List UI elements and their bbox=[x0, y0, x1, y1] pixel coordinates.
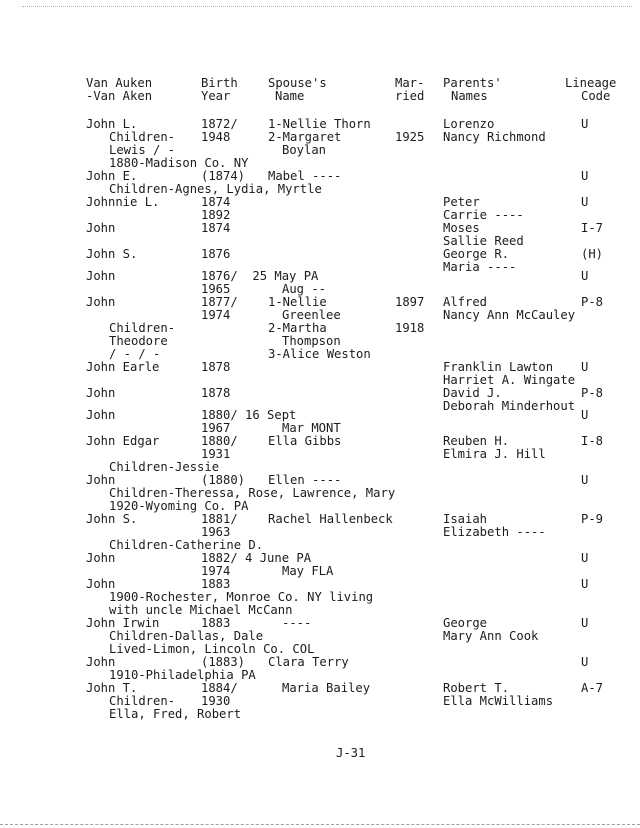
entry-name: Children- bbox=[109, 694, 176, 708]
header-name-line1: Van Auken bbox=[86, 76, 153, 90]
entry-parents: Reuben H. bbox=[443, 434, 510, 448]
page-number: J-31 bbox=[336, 746, 366, 760]
entry-name: Children-Catherine D. bbox=[109, 538, 264, 552]
entry-code: P-9 bbox=[581, 512, 604, 526]
entry-parents: Harriet A. Wingate bbox=[443, 373, 576, 387]
entry-name: Children-Theressa, Rose, Lawrence, Mary bbox=[109, 486, 396, 500]
entry-birth: 1948 bbox=[201, 130, 231, 144]
entry-parents: Elmira J. Hill bbox=[443, 447, 546, 461]
entry-birth: 1876/ 25 May PA bbox=[201, 269, 319, 283]
header-parents-line1: Parents' bbox=[443, 76, 502, 90]
entry-code: P-8 bbox=[581, 295, 604, 309]
entry-name: John bbox=[86, 295, 116, 309]
entry-name: Lewis / - bbox=[109, 143, 176, 157]
entry-code: U bbox=[581, 473, 589, 487]
entry-birth: 1872/ bbox=[201, 117, 238, 131]
entry-birth: 1931 bbox=[201, 447, 231, 461]
entry-line bbox=[0, 144, 640, 157]
entry-name: John S. bbox=[86, 512, 138, 526]
entry-birth: 1876 bbox=[201, 247, 231, 261]
entry-spouse: 1-Nellie bbox=[268, 295, 327, 309]
entry-parents: Franklin Lawton bbox=[443, 360, 554, 374]
entry-married: 1925 bbox=[395, 130, 425, 144]
entry-name: John T. bbox=[86, 681, 138, 695]
entry-line bbox=[0, 526, 640, 539]
entry-name: Children- bbox=[109, 130, 176, 144]
header-parents-line2: Names bbox=[451, 89, 488, 103]
header-birth-line2: Year bbox=[201, 89, 231, 103]
entry-name: Johnnie L. bbox=[86, 195, 160, 209]
entry-birth: 1878 bbox=[201, 386, 231, 400]
entry-line bbox=[0, 487, 640, 500]
entry-line bbox=[0, 695, 640, 708]
entry-spouse: 2-Martha bbox=[268, 321, 327, 335]
entry-parents: Ella McWilliams bbox=[443, 694, 554, 708]
entry-parents: Alfred bbox=[443, 295, 488, 309]
entry-birth: (1880) bbox=[201, 473, 246, 487]
header-name-line2: -Van Aken bbox=[86, 89, 153, 103]
entry-code: A-7 bbox=[581, 681, 604, 695]
entry-name: John bbox=[86, 473, 116, 487]
entry-birth: 1877/ bbox=[201, 295, 238, 309]
entry-birth: 1930 bbox=[201, 694, 231, 708]
entry-spouse: Ella Gibbs bbox=[268, 434, 342, 448]
entry-birth: 1974 bbox=[201, 308, 231, 322]
entry-birth: 1965 bbox=[201, 282, 231, 296]
entry-birth: 1883 bbox=[201, 616, 231, 630]
entry-spouse: Boylan bbox=[282, 143, 327, 157]
header-lineage-line2: Code bbox=[581, 89, 611, 103]
entry-line bbox=[0, 617, 640, 630]
entry-parents: Elizabeth ---- bbox=[443, 525, 546, 539]
entry-line bbox=[0, 656, 640, 669]
entry-birth: 1884/ bbox=[201, 681, 238, 695]
header-spouse-line1: Spouse's bbox=[268, 76, 327, 90]
entry-spouse: Clara Terry bbox=[268, 655, 349, 669]
entry-name: 1910-Philadelphia PA bbox=[109, 668, 256, 682]
scan-top-edge bbox=[22, 6, 632, 7]
entry-name: John bbox=[86, 269, 116, 283]
entry-parents: Carrie ---- bbox=[443, 208, 524, 222]
entry-line bbox=[0, 448, 640, 461]
entry-birth: (1874) bbox=[201, 169, 246, 183]
header-lineage-line1: Lineage bbox=[565, 76, 617, 90]
entry-birth: 1880/ 16 Sept bbox=[201, 408, 297, 422]
entry-line bbox=[0, 222, 640, 235]
header-spouse-line2: Name bbox=[275, 89, 305, 103]
entry-birth: 1967 bbox=[201, 421, 231, 435]
entry-birth: 1874 bbox=[201, 221, 231, 235]
entry-name: Theodore bbox=[109, 334, 168, 348]
entry-line bbox=[0, 591, 640, 604]
entry-parents: George R. bbox=[443, 247, 510, 261]
entry-name: John S. bbox=[86, 247, 138, 261]
entry-code: U bbox=[581, 577, 589, 591]
entry-name: Children- bbox=[109, 321, 176, 335]
entry-birth: 1892 bbox=[201, 208, 231, 222]
entry-birth: 1974 bbox=[201, 564, 231, 578]
entry-birth: (1883) bbox=[201, 655, 246, 669]
entry-name: 1920-Wyoming Co. PA bbox=[109, 499, 249, 513]
entry-parents: Moses bbox=[443, 221, 480, 235]
entry-code: (H) bbox=[581, 247, 604, 261]
entry-name: John Irwin bbox=[86, 616, 160, 630]
entry-name: 1900-Rochester, Monroe Co. NY living bbox=[109, 590, 374, 604]
entry-birth: 1880/ bbox=[201, 434, 238, 448]
entry-code: U bbox=[581, 269, 589, 283]
header-married-line1: Mar- bbox=[395, 76, 425, 90]
entry-parents: Peter bbox=[443, 195, 480, 209]
entry-code: U bbox=[581, 551, 589, 565]
entry-parents: Mary Ann Cook bbox=[443, 629, 539, 643]
entry-spouse: Mabel ---- bbox=[268, 169, 342, 183]
entry-name: John Earle bbox=[86, 360, 160, 374]
header-married-line2: ried bbox=[395, 89, 425, 103]
entry-parents: Maria ---- bbox=[443, 260, 517, 274]
entry-code: P-8 bbox=[581, 386, 604, 400]
entry-code: U bbox=[581, 169, 589, 183]
entry-name: John E. bbox=[86, 169, 138, 183]
entry-birth: 1881/ bbox=[201, 512, 238, 526]
entry-name: 1880-Madison Co. NY bbox=[109, 156, 249, 170]
entry-birth: 1874 bbox=[201, 195, 231, 209]
entry-name: Children-Dallas, Dale bbox=[109, 629, 264, 643]
entry-parents: Robert T. bbox=[443, 681, 510, 695]
entry-line bbox=[0, 196, 640, 209]
entry-name: John bbox=[86, 386, 116, 400]
entry-spouse: Mar MONT bbox=[282, 421, 341, 435]
entry-spouse: Thompson bbox=[282, 334, 341, 348]
entry-parents: Nancy Ann McCauley bbox=[443, 308, 576, 322]
entry-birth: 1878 bbox=[201, 360, 231, 374]
entry-name: John bbox=[86, 551, 116, 565]
entry-line bbox=[0, 630, 640, 643]
entry-married: 1918 bbox=[395, 321, 425, 335]
entry-spouse: ---- bbox=[282, 616, 312, 630]
entry-spouse: 2-Margaret bbox=[268, 130, 342, 144]
entry-spouse: May FLA bbox=[282, 564, 334, 578]
entry-parents: Nancy Richmond bbox=[443, 130, 546, 144]
entry-name: John bbox=[86, 408, 116, 422]
entry-birth: 1883 bbox=[201, 577, 231, 591]
entry-name: with uncle Michael McCann bbox=[109, 603, 293, 617]
entry-name: John Edgar bbox=[86, 434, 160, 448]
entry-birth: 1963 bbox=[201, 525, 231, 539]
entry-code: U bbox=[581, 616, 589, 630]
entry-spouse: Greenlee bbox=[282, 308, 341, 322]
entry-code: I-8 bbox=[581, 434, 604, 448]
entry-name: John bbox=[86, 577, 116, 591]
header-birth-line1: Birth bbox=[201, 76, 238, 90]
entry-parents: Deborah Minderhout bbox=[443, 399, 576, 413]
entry-name: John L. bbox=[86, 117, 138, 131]
entry-spouse: Aug -- bbox=[282, 282, 327, 296]
entry-name: Lived-Limon, Lincoln Co. COL bbox=[109, 642, 315, 656]
entry-line bbox=[0, 708, 640, 721]
entry-parents: George bbox=[443, 616, 488, 630]
entry-name: Children-Agnes, Lydia, Myrtle bbox=[109, 182, 322, 196]
entry-name: Children-Jessie bbox=[109, 460, 220, 474]
entry-name: Ella, Fred, Robert bbox=[109, 707, 242, 721]
entry-code: U bbox=[581, 655, 589, 669]
entry-spouse: Ellen ---- bbox=[268, 473, 342, 487]
scan-bottom-edge bbox=[0, 824, 640, 825]
entry-code: U bbox=[581, 117, 589, 131]
entry-spouse: 3-Alice Weston bbox=[268, 347, 371, 361]
entry-code: U bbox=[581, 195, 589, 209]
entry-name: John bbox=[86, 221, 116, 235]
entry-spouse: Maria Bailey bbox=[282, 681, 371, 695]
entry-married: 1897 bbox=[395, 295, 425, 309]
entry-parents: David J. bbox=[443, 386, 502, 400]
entry-code: I-7 bbox=[581, 221, 604, 235]
entry-line bbox=[0, 248, 640, 261]
entry-name: John bbox=[86, 655, 116, 669]
entry-spouse: Rachel Hallenbeck bbox=[268, 512, 393, 526]
entry-code: U bbox=[581, 360, 589, 374]
entry-spouse: 1-Nellie Thorn bbox=[268, 117, 371, 131]
entry-name: / - / - bbox=[109, 347, 161, 361]
entry-code: U bbox=[581, 408, 589, 422]
entry-birth: 1882/ 4 June PA bbox=[201, 551, 312, 565]
entry-parents: Lorenzo bbox=[443, 117, 495, 131]
entry-parents: Sallie Reed bbox=[443, 234, 524, 248]
entry-parents: Isaiah bbox=[443, 512, 488, 526]
